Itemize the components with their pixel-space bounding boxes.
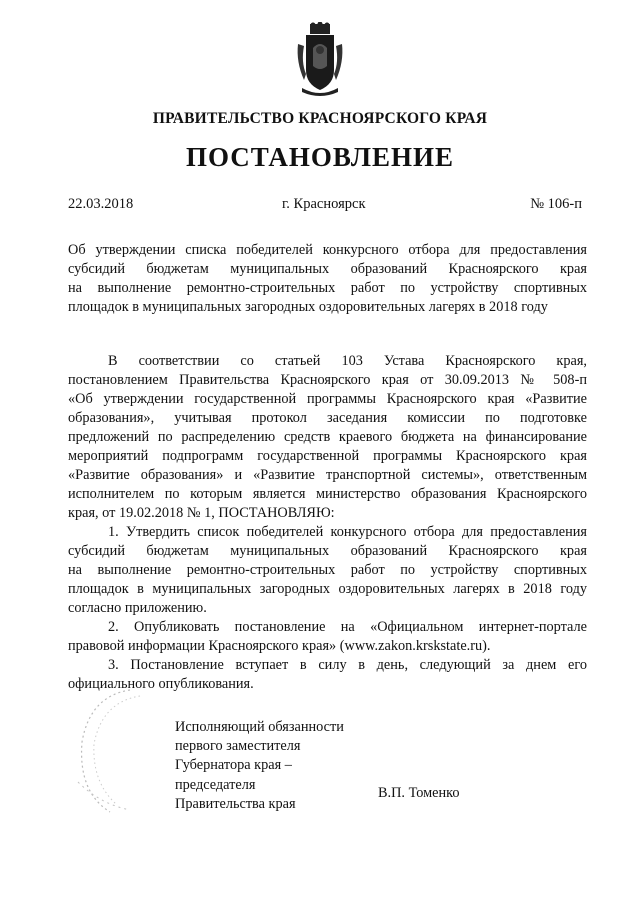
signatory-position-line: первого заместителя [175,738,301,755]
preamble-line: «Об утверждении государственной программы Красноярского края «Развитие [68,391,587,407]
preamble-line: предложений по распределению средств краевого бюджета на финансирование [68,429,587,445]
signatory-name: В.П. Томенко [378,785,460,801]
title-line: на выполнение ремонтно-строительных работ по устройству спортивных [68,280,587,296]
document-number: № 106-п [530,196,582,212]
preamble-line: исполнителем по которым является министерство образования Красноярского [68,486,587,502]
signatory-position-line: Исполняющий обязанности [175,719,344,735]
signatory-position-line: председателя [175,776,256,793]
item-line: на выполнение ремонтно-строительных работ по устройству спортивных [68,562,587,578]
preamble-line: постановлением Правительства Красноярского края от 30.09.2013 № 508-п [68,372,587,388]
item-line: субсидий бюджетам муниципальных образований Красноярского края [68,543,587,559]
preamble-line: мероприятий подпрограмм государственной программы Красноярского края [68,448,587,464]
organization-name: ПРАВИТЕЛЬСТВО КРАСНОЯРСКОГО КРАЯ [152,110,488,127]
item-line: 1. Утвердить список победителей конкурсного отбора для предоставления [108,524,587,540]
signatory-position [175,718,344,814]
preamble-line: образования», учитывая протокол заседания комиссии по подготовке [68,410,587,426]
title-line: субсидий бюджетам муниципальных образований Красноярского края [68,261,587,277]
title-line: площадок в муниципальных загородных оздоровительных лагерях в 2018 году [68,299,548,315]
preamble-line: края, от 19.02.2018 № 1, ПОСТАНОВЛЯЮ: [68,505,335,521]
document-date: 22.03.2018 [68,196,134,212]
item-line: официального опубликования. [68,676,254,692]
signatory-position-line: Губернатора края – [175,757,292,774]
item-line: согласно приложению. [68,600,207,616]
coat-of-arms-icon [294,22,346,98]
preamble-line: В соответствии со статьей 103 Устава Красноярского края, [108,353,587,369]
title-line: Об утверждении списка победителей конкурсного отбора для предоставления [68,242,587,258]
item-line: площадок в муниципальных загородных оздоровительных лагерях в 2018 году [68,581,587,597]
item-line: 3. Постановление вступает в силу в день, следующий за днем его [108,657,587,673]
item-line: правовой информации Красноярского края» (www.zakon.krskstate.ru). [68,638,491,654]
document-type: ПОСТАНОВЛЕНИЕ [185,142,455,172]
document-city: г. Красноярск [282,196,366,212]
item-line: 2. Опубликовать постановление на «Официальном интернет-портале [108,619,587,635]
preamble-line: «Развитие образования» и «Развитие транспортной системы», ответственным [68,467,587,483]
signatory-position-line: Правительства края [175,795,296,812]
